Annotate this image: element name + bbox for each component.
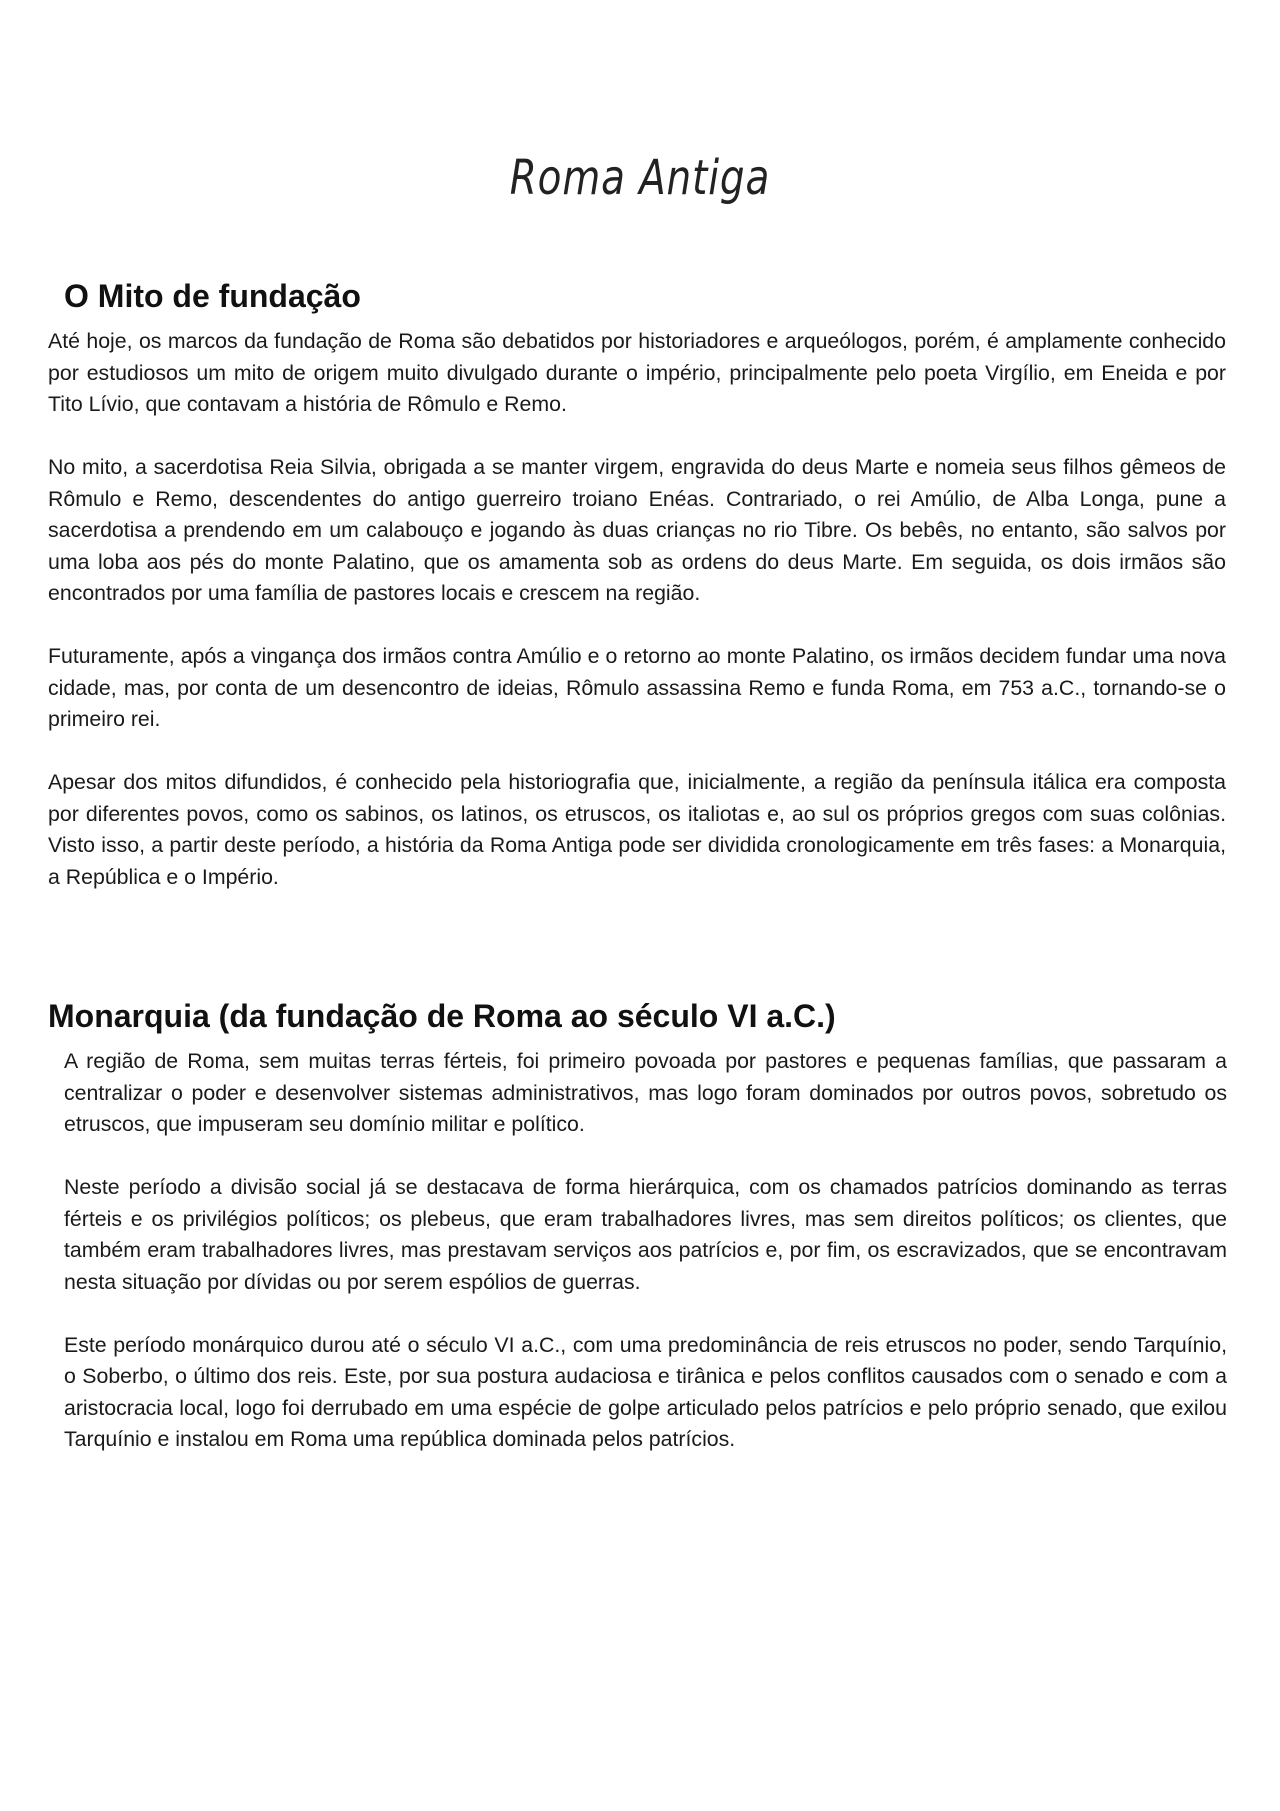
paragraph: Apesar dos mitos difundidos, é conhecido pela historiografia que, inicialmente, a região da península itálica era composta por diferentes povos, como os sabinos, os latinos, os etruscos, os italiotas e, ao sul os próprios gregos com suas colônias. Visto isso, a partir deste período, a história da Roma Antiga pode ser dividida cronologicamente em três fases: a Monarquia, a República e o Império. bbox=[48, 770, 1226, 889]
section-heading: O Mito de fundação bbox=[64, 278, 361, 314]
paragraph: Neste período a divisão social já se destacava de forma hierárquica, com os chamados patrícios dominando as terras férteis e os privilégios políticos; os plebeus, que eram trabalhadores livres, mas sem direitos políticos; os clientes, que também eram trabalhadores livres, mas prestavam serviços aos patrícios e, por fim, os escravizados, que se encontravam nesta situação por dívidas ou por serem espólios de guerras. bbox=[64, 1175, 1227, 1294]
section-mito-de-fundacao bbox=[0, 276, 1280, 925]
section-heading: Monarquia (da fundação de Roma ao século VI a.C.) bbox=[48, 998, 836, 1034]
section-monarquia bbox=[0, 996, 1280, 1487]
paragraph: No mito, a sacerdotisa Reia Silvia, obrigada a se manter virgem, engravida do deus Marte e nomeia seus filhos gêmeos de Rômulo e Remo, descendentes do antigo guerreiro troiano Enéas. Contrariado, o rei Amúlio, de Alba Longa, pune a sacerdotisa a prendendo em um calabouço e jogando às duas crianças no rio Tibre. Os bebês, no entanto, são salvos por uma loba aos pés do monte Palatino, que os amamenta sob as ordens do deus Marte. Em seguida, os dois irmãos são encontrados por uma família de pastores locais e crescem na região. bbox=[48, 455, 1226, 605]
paragraph: Futuramente, após a vingança dos irmãos contra Amúlio e o retorno ao monte Palatino, os irmãos decidem fundar uma nova cidade, mas, por conta de um desencontro de ideias, Rômulo assassina Remo e funda Roma, em 753 a.C., tornando-se o primeiro rei. bbox=[48, 644, 1226, 731]
paragraph: Até hoje, os marcos da fundação de Roma são debatidos por historiadores e arqueólogos, porém, é amplamente conhecido por estudiosos um mito de origem muito divulgado durante o império, principalmente pelo poeta Virgílio, em Eneida e por Tito Lívio, que contavam a história de Rômulo e Remo. bbox=[48, 329, 1226, 416]
paragraph: A região de Roma, sem muitas terras férteis, foi primeiro povoada por pastores e pequenas famílias, que passaram a centralizar o poder e desenvolver sistemas administrativos, mas logo foram dominados por outros povos, sobretudo os etruscos, que impuseram seu domínio militar e político. bbox=[64, 1049, 1227, 1136]
page-title: Roma Antiga bbox=[509, 150, 771, 206]
paragraph: Este período monárquico durou até o século VI a.C., com uma predominância de reis etruscos no poder, sendo Tarquínio, o Soberbo, o último dos reis. Este, por sua postura audaciosa e tirânica e pelos conflitos causados com o senado e com a aristocracia local, logo foi derrubado em uma espécie de golpe articulado pelos patrícios e pelo próprio senado, que exilou Tarquínio e instalou em Roma uma república dominada pelos patrícios. bbox=[64, 1332, 1227, 1451]
